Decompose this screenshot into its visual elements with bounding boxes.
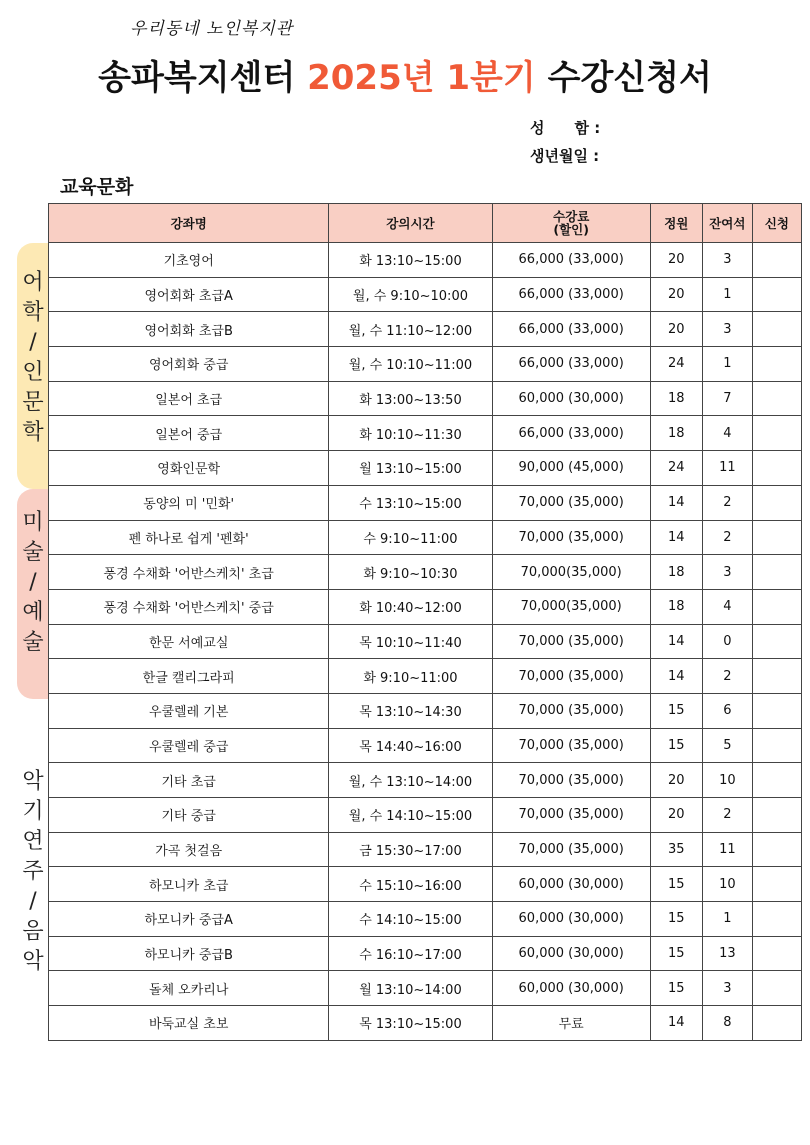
cell-fee: 60,000 (30,000) bbox=[492, 381, 650, 416]
title-accent: 2025년 1분기 bbox=[307, 58, 536, 98]
table-row bbox=[49, 659, 802, 694]
cell-remaining: 3 bbox=[702, 312, 752, 347]
cell-fee: 70,000 (35,000) bbox=[492, 763, 650, 798]
cell-capacity: 20 bbox=[650, 277, 702, 312]
table-header-row bbox=[49, 204, 802, 243]
header-apply: 신청 bbox=[752, 204, 801, 243]
cell-capacity: 14 bbox=[650, 624, 702, 659]
header-remaining: 잔여석 bbox=[702, 204, 752, 243]
category-char: / bbox=[29, 889, 37, 914]
cell-course-name: 영어회화 초급B bbox=[49, 312, 329, 347]
cell-capacity: 20 bbox=[650, 763, 702, 798]
cell-capacity: 14 bbox=[650, 520, 702, 555]
cell-course-name: 펜 하나로 쉽게 '펜화' bbox=[49, 520, 329, 555]
cell-fee: 66,000 (33,000) bbox=[492, 347, 650, 382]
cell-apply-checkbox[interactable] bbox=[752, 867, 801, 902]
cell-course-name: 풍경 수채화 '어반스케치' 중급 bbox=[49, 589, 329, 624]
cell-time: 월, 수 9:10~10:00 bbox=[329, 277, 492, 312]
cell-capacity: 24 bbox=[650, 451, 702, 486]
cell-remaining: 6 bbox=[702, 693, 752, 728]
category-char: 학 bbox=[22, 300, 44, 325]
category-label-art bbox=[17, 508, 49, 658]
cell-remaining: 11 bbox=[702, 451, 752, 486]
table-row bbox=[49, 902, 802, 937]
cell-time: 수 9:10~11:00 bbox=[329, 520, 492, 555]
cell-time: 화 13:00~13:50 bbox=[329, 381, 492, 416]
cell-capacity: 15 bbox=[650, 971, 702, 1006]
cell-capacity: 20 bbox=[650, 312, 702, 347]
cell-time: 월, 수 11:10~12:00 bbox=[329, 312, 492, 347]
category-char: 술 bbox=[22, 540, 44, 565]
cell-time: 월 13:10~14:00 bbox=[329, 971, 492, 1006]
cell-remaining: 3 bbox=[702, 971, 752, 1006]
cell-capacity: 15 bbox=[650, 902, 702, 937]
cell-time: 화 10:10~11:30 bbox=[329, 416, 492, 451]
cell-course-name: 하모니카 중급B bbox=[49, 936, 329, 971]
cell-course-name: 영화인문학 bbox=[49, 451, 329, 486]
cell-apply-checkbox[interactable] bbox=[752, 902, 801, 937]
cell-apply-checkbox[interactable] bbox=[752, 277, 801, 312]
cell-course-name: 영어회화 초급A bbox=[49, 277, 329, 312]
cell-time: 화 10:40~12:00 bbox=[329, 589, 492, 624]
title-suffix: 수강신청서 bbox=[547, 58, 712, 98]
cell-fee: 66,000 (33,000) bbox=[492, 243, 650, 278]
category-char: 인 bbox=[22, 360, 44, 385]
cell-fee: 70,000 (35,000) bbox=[492, 798, 650, 833]
cell-time: 수 14:10~15:00 bbox=[329, 902, 492, 937]
cell-fee: 70,000 (35,000) bbox=[492, 693, 650, 728]
table-row bbox=[49, 798, 802, 833]
cell-fee: 60,000 (30,000) bbox=[492, 971, 650, 1006]
cell-remaining: 2 bbox=[702, 659, 752, 694]
category-char: 어 bbox=[22, 270, 44, 295]
table-row bbox=[49, 624, 802, 659]
cell-fee: 60,000 (30,000) bbox=[492, 936, 650, 971]
cell-apply-checkbox[interactable] bbox=[752, 1006, 801, 1041]
cell-fee: 66,000 (33,000) bbox=[492, 416, 650, 451]
cell-course-name: 가곡 첫걸음 bbox=[49, 832, 329, 867]
cell-fee: 90,000 (45,000) bbox=[492, 451, 650, 486]
cell-apply-checkbox[interactable] bbox=[752, 451, 801, 486]
category-char: 문 bbox=[22, 390, 44, 415]
cell-time: 월, 수 13:10~14:00 bbox=[329, 763, 492, 798]
cell-remaining: 13 bbox=[702, 936, 752, 971]
table-row bbox=[49, 763, 802, 798]
cell-time: 수 13:10~15:00 bbox=[329, 485, 492, 520]
course-table-body bbox=[49, 243, 802, 1041]
cell-apply-checkbox[interactable] bbox=[752, 659, 801, 694]
category-char: / bbox=[29, 330, 37, 355]
cell-apply-checkbox[interactable] bbox=[752, 485, 801, 520]
cell-course-name: 바둑교실 초보 bbox=[49, 1006, 329, 1041]
cell-course-name: 일본어 중급 bbox=[49, 416, 329, 451]
category-char: 연 bbox=[22, 829, 44, 854]
cell-time: 수 15:10~16:00 bbox=[329, 867, 492, 902]
birthdate-field-label: 생년월일 : bbox=[530, 147, 600, 165]
cell-time: 월, 수 10:10~11:00 bbox=[329, 347, 492, 382]
cell-fee: 70,000 (35,000) bbox=[492, 728, 650, 763]
category-label-music bbox=[17, 767, 49, 977]
cell-remaining: 4 bbox=[702, 589, 752, 624]
cell-apply-checkbox[interactable] bbox=[752, 589, 801, 624]
category-char: 학 bbox=[22, 420, 44, 445]
category-char: 예 bbox=[22, 600, 44, 625]
cell-apply-checkbox[interactable] bbox=[752, 520, 801, 555]
cell-time: 화 9:10~11:00 bbox=[329, 659, 492, 694]
cell-capacity: 35 bbox=[650, 832, 702, 867]
cell-course-name: 기타 초급 bbox=[49, 763, 329, 798]
table-row bbox=[49, 936, 802, 971]
cell-fee: 70,000 (35,000) bbox=[492, 520, 650, 555]
cell-course-name: 우쿨렐레 중급 bbox=[49, 728, 329, 763]
cell-course-name: 하모니카 중급A bbox=[49, 902, 329, 937]
table-row bbox=[49, 728, 802, 763]
cell-time: 금 15:30~17:00 bbox=[329, 832, 492, 867]
cell-apply-checkbox[interactable] bbox=[752, 624, 801, 659]
category-char: 악 bbox=[22, 769, 44, 794]
cell-capacity: 18 bbox=[650, 381, 702, 416]
cell-capacity: 20 bbox=[650, 243, 702, 278]
cell-apply-checkbox[interactable] bbox=[752, 763, 801, 798]
cell-time: 월, 수 14:10~15:00 bbox=[329, 798, 492, 833]
cell-capacity: 14 bbox=[650, 1006, 702, 1041]
cell-course-name: 일본어 초급 bbox=[49, 381, 329, 416]
cell-course-name: 돌체 오카리나 bbox=[49, 971, 329, 1006]
section-title: 교육문화 bbox=[60, 176, 134, 198]
cell-fee: 70,000 (35,000) bbox=[492, 659, 650, 694]
cell-course-name: 풍경 수채화 '어반스케치' 초급 bbox=[49, 555, 329, 590]
cell-apply-checkbox[interactable] bbox=[752, 936, 801, 971]
cell-fee: 66,000 (33,000) bbox=[492, 312, 650, 347]
name-field-label: 성 함 : bbox=[530, 119, 601, 137]
cell-time: 화 13:10~15:00 bbox=[329, 243, 492, 278]
cell-fee: 70,000 (35,000) bbox=[492, 624, 650, 659]
cell-apply-checkbox[interactable] bbox=[752, 381, 801, 416]
cell-apply-checkbox[interactable] bbox=[752, 555, 801, 590]
table-row bbox=[49, 416, 802, 451]
cell-remaining: 1 bbox=[702, 347, 752, 382]
cell-fee: 60,000 (30,000) bbox=[492, 902, 650, 937]
cell-remaining: 3 bbox=[702, 555, 752, 590]
category-char: 주 bbox=[22, 859, 44, 884]
cell-remaining: 4 bbox=[702, 416, 752, 451]
cell-apply-checkbox[interactable] bbox=[752, 347, 801, 382]
cell-course-name: 하모니카 초급 bbox=[49, 867, 329, 902]
category-label-language bbox=[17, 268, 49, 448]
cell-remaining: 10 bbox=[702, 763, 752, 798]
cell-remaining: 2 bbox=[702, 520, 752, 555]
cell-capacity: 15 bbox=[650, 867, 702, 902]
cell-fee: 70,000(35,000) bbox=[492, 555, 650, 590]
cell-time: 화 9:10~10:30 bbox=[329, 555, 492, 590]
course-table bbox=[48, 203, 802, 1041]
table-row bbox=[49, 971, 802, 1006]
cell-capacity: 18 bbox=[650, 589, 702, 624]
cell-remaining: 0 bbox=[702, 624, 752, 659]
cell-course-name: 우쿨렐레 기본 bbox=[49, 693, 329, 728]
cell-fee: 70,000 (35,000) bbox=[492, 832, 650, 867]
cell-time: 목 13:10~14:30 bbox=[329, 693, 492, 728]
table-row bbox=[49, 1006, 802, 1041]
cell-apply-checkbox[interactable] bbox=[752, 693, 801, 728]
table-row bbox=[49, 277, 802, 312]
header-capacity: 정원 bbox=[650, 204, 702, 243]
cell-course-name: 동양의 미 '민화' bbox=[49, 485, 329, 520]
header-fee-line1: 수강료 bbox=[553, 209, 590, 224]
category-char: 미 bbox=[22, 510, 44, 535]
cell-time: 월 13:10~15:00 bbox=[329, 451, 492, 486]
cell-capacity: 18 bbox=[650, 555, 702, 590]
category-char: 술 bbox=[22, 630, 44, 655]
center-subtitle: 우리동네 노인복지관 bbox=[130, 19, 294, 39]
cell-capacity: 24 bbox=[650, 347, 702, 382]
cell-time: 수 16:10~17:00 bbox=[329, 936, 492, 971]
cell-time: 목 13:10~15:00 bbox=[329, 1006, 492, 1041]
category-char: / bbox=[29, 570, 37, 595]
cell-course-name: 한문 서예교실 bbox=[49, 624, 329, 659]
category-char: 기 bbox=[22, 799, 44, 824]
cell-remaining: 7 bbox=[702, 381, 752, 416]
cell-remaining: 2 bbox=[702, 485, 752, 520]
table-row bbox=[49, 555, 802, 590]
cell-apply-checkbox[interactable] bbox=[752, 312, 801, 347]
cell-capacity: 14 bbox=[650, 659, 702, 694]
cell-fee: 66,000 (33,000) bbox=[492, 277, 650, 312]
cell-remaining: 8 bbox=[702, 1006, 752, 1041]
cell-apply-checkbox[interactable] bbox=[752, 798, 801, 833]
cell-remaining: 2 bbox=[702, 798, 752, 833]
category-char: 악 bbox=[22, 949, 44, 974]
cell-fee: 무료 bbox=[492, 1006, 650, 1041]
table-row bbox=[49, 589, 802, 624]
cell-course-name: 영어회화 중급 bbox=[49, 347, 329, 382]
table-row bbox=[49, 312, 802, 347]
table-row bbox=[49, 832, 802, 867]
cell-apply-checkbox[interactable] bbox=[752, 416, 801, 451]
header-course-name: 강좌명 bbox=[49, 204, 329, 243]
table-row bbox=[49, 381, 802, 416]
cell-remaining: 1 bbox=[702, 277, 752, 312]
cell-apply-checkbox[interactable] bbox=[752, 832, 801, 867]
table-row bbox=[49, 867, 802, 902]
cell-time: 목 14:40~16:00 bbox=[329, 728, 492, 763]
cell-fee: 60,000 (30,000) bbox=[492, 867, 650, 902]
cell-course-name: 기타 중급 bbox=[49, 798, 329, 833]
cell-capacity: 20 bbox=[650, 798, 702, 833]
category-char: 음 bbox=[22, 919, 44, 944]
table-row bbox=[49, 485, 802, 520]
header-fee bbox=[492, 204, 650, 243]
cell-remaining: 1 bbox=[702, 902, 752, 937]
cell-apply-checkbox[interactable] bbox=[752, 728, 801, 763]
cell-course-name: 기초영어 bbox=[49, 243, 329, 278]
table-row bbox=[49, 451, 802, 486]
cell-apply-checkbox[interactable] bbox=[752, 243, 801, 278]
table-row bbox=[49, 347, 802, 382]
cell-capacity: 15 bbox=[650, 936, 702, 971]
table-row bbox=[49, 243, 802, 278]
cell-fee: 70,000 (35,000) bbox=[492, 485, 650, 520]
cell-remaining: 5 bbox=[702, 728, 752, 763]
header-fee-line2: (할인) bbox=[553, 222, 589, 237]
cell-remaining: 10 bbox=[702, 867, 752, 902]
table-row bbox=[49, 520, 802, 555]
cell-capacity: 18 bbox=[650, 416, 702, 451]
table-row bbox=[49, 693, 802, 728]
cell-capacity: 15 bbox=[650, 728, 702, 763]
title-prefix: 송파복지센터 bbox=[98, 58, 296, 98]
page-title bbox=[0, 50, 810, 99]
cell-time: 목 10:10~11:40 bbox=[329, 624, 492, 659]
cell-remaining: 11 bbox=[702, 832, 752, 867]
cell-capacity: 15 bbox=[650, 693, 702, 728]
cell-capacity: 14 bbox=[650, 485, 702, 520]
cell-remaining: 3 bbox=[702, 243, 752, 278]
cell-apply-checkbox[interactable] bbox=[752, 971, 801, 1006]
cell-course-name: 한글 캘리그라피 bbox=[49, 659, 329, 694]
cell-fee: 70,000(35,000) bbox=[492, 589, 650, 624]
header-time: 강의시간 bbox=[329, 204, 492, 243]
